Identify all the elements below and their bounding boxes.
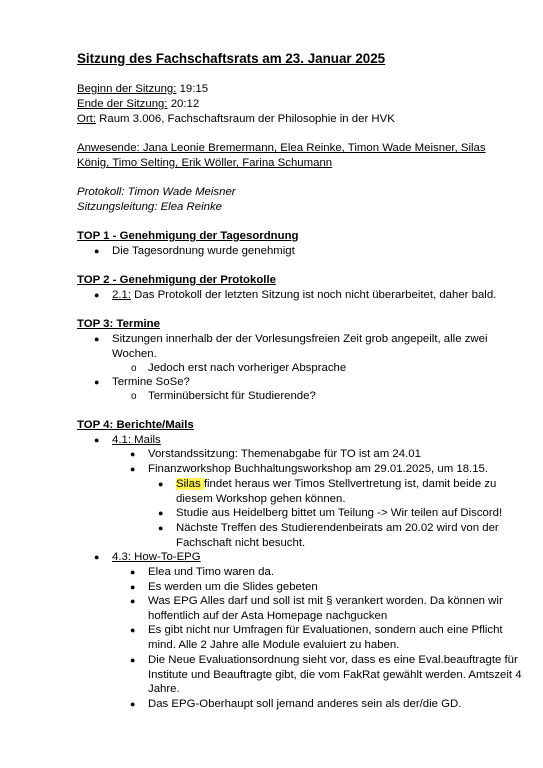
bullet-icon: ● <box>130 449 136 459</box>
bullet-icon: ● <box>130 582 136 592</box>
bullet-icon: ● <box>158 523 164 533</box>
s43-item6: Das EPG-Oberhaupt soll jemand anderes sein als der/die GD. <box>148 698 462 710</box>
s43-item4-line2: mind. Alle 2 Jahre alle Module evaluiert zu haben. <box>148 639 400 651</box>
top4-heading: TOP 4: Berichte/Mails <box>77 419 194 431</box>
attendees-line-2: König, Timo Selting, Erik Wöller, Farina Schumann <box>77 157 333 169</box>
s41-sub3-line1: Nächste Treffen des Studierendenbeirats am 20.02 wird von der <box>176 522 499 534</box>
top3-heading: TOP 3: Termine <box>77 318 160 330</box>
s41-sub1-line2: diesem Workshop gehen können. <box>176 493 346 505</box>
bullet-icon: ● <box>130 567 136 577</box>
s43-item3-line2: hoffentlich auf der Asta Homepage nachgucken <box>148 610 388 622</box>
s43-item2: Es werden um die Slides gebeten <box>148 581 318 593</box>
top4-section-43-label: 4.3: How-To-EPG <box>112 551 201 563</box>
top1-item: Die Tagesordnung wurde genehmigt <box>112 245 295 257</box>
attendees-line-1: Anwesende: Jana Leonie Bremermann, Elea Reinke, Timon Wade Meisner, Silas <box>77 142 486 154</box>
bullet-icon: ● <box>130 464 136 474</box>
top2-item-text: Das Protokoll der letzten Sitzung ist noch nicht überarbeitet, daher bald. <box>131 289 497 301</box>
meeting-place <box>77 112 395 127</box>
s41-sub1-line1 <box>176 477 496 492</box>
circle-bullet-icon: o <box>131 363 137 374</box>
meeting-begin <box>77 82 208 97</box>
s41-sub1-rest: findet heraus wer Timos Stellvertretung ist, damit beide zu <box>203 478 497 490</box>
top3-item2: Termine SoSe? <box>112 376 190 388</box>
bullet-icon: ● <box>94 290 100 300</box>
s43-item4-line1: Es gibt nicht nur Umfragen für Evaluationen, sondern auch eine Pflicht <box>148 624 503 636</box>
top3-item1-sub: Jedoch erst nach vorheriger Absprache <box>148 362 347 374</box>
bullet-icon: ● <box>130 699 136 709</box>
s41-sub3-line2: Fachschaft nicht besucht. <box>176 537 306 549</box>
s43-item5-line1: Die Neue Evaluationsordnung sieht vor, dass es eine Eval.beauftragte für <box>148 654 518 666</box>
document-title: Sitzung des Fachschaftsrats am 23. Januar 2025 <box>77 51 386 66</box>
s41-item2: Finanzworkshop Buchhaltungsworkshop am 29.01.2025, um 18.15. <box>148 463 489 475</box>
end-label: Ende der Sitzung: <box>77 98 168 110</box>
bullet-icon: ● <box>94 377 100 387</box>
top3-item1-line1: Sitzungen innerhalb der der Vorlesungsfreien Zeit grob angepeilt, alle zwei <box>112 333 488 345</box>
circle-bullet-icon: o <box>131 391 137 402</box>
bullet-icon: ● <box>130 625 136 635</box>
top2-heading: TOP 2 - Genehmigung der Protokolle <box>77 274 276 286</box>
s43-item1: Elea und Timo waren da. <box>148 566 275 578</box>
bullet-icon: ● <box>94 435 100 445</box>
protocol-writer: Protokoll: Timon Wade Meisner <box>77 186 236 198</box>
meeting-chair: Sitzungsleitung: Elea Reinke <box>77 201 223 213</box>
begin-label: Beginn der Sitzung: <box>77 83 177 95</box>
s41-sub2: Studie aus Heidelberg bittet um Teilung -> Wir teilen auf Discord! <box>176 507 503 519</box>
top1-heading: TOP 1 - Genehmigung der Tagesordnung <box>77 230 299 242</box>
begin-value: 19:15 <box>176 83 209 95</box>
bullet-icon: ● <box>130 655 136 665</box>
place-value: Raum 3.006, Fachschaftsraum der Philosophie in der HVK <box>95 113 395 125</box>
top3-item2-sub: Terminübersicht für Studierende? <box>148 390 316 402</box>
s43-item5-line3: Jahre. <box>148 683 180 695</box>
highlighted-name: Silas <box>176 478 204 490</box>
s43-item3-line1: Was EPG Alles darf und soll ist mit § verankert worden. Da können wir <box>148 595 503 607</box>
place-label: Ort: <box>77 113 96 125</box>
end-value: 20:12 <box>167 98 200 110</box>
top2-item-label: 2.1: <box>112 289 131 301</box>
bullet-icon: ● <box>94 246 100 256</box>
bullet-icon: ● <box>94 552 100 562</box>
bullet-icon: ● <box>94 334 100 344</box>
top3-item1-line2: Wochen. <box>112 348 157 360</box>
bullet-icon: ● <box>130 596 136 606</box>
meeting-end <box>77 97 199 112</box>
bullet-icon: ● <box>158 508 164 518</box>
top4-section-41-label: 4.1: Mails <box>112 434 161 446</box>
s43-item5-line2: Institute und Beauftragte gibt, die vom FakRat gewählt werden. Amtszeit 4 <box>148 669 522 681</box>
s41-item1: Vorstandssitzung: Themenabgabe für TO ist am 24.01 <box>148 448 421 460</box>
bullet-icon: ● <box>158 479 164 489</box>
top2-item <box>112 288 496 303</box>
